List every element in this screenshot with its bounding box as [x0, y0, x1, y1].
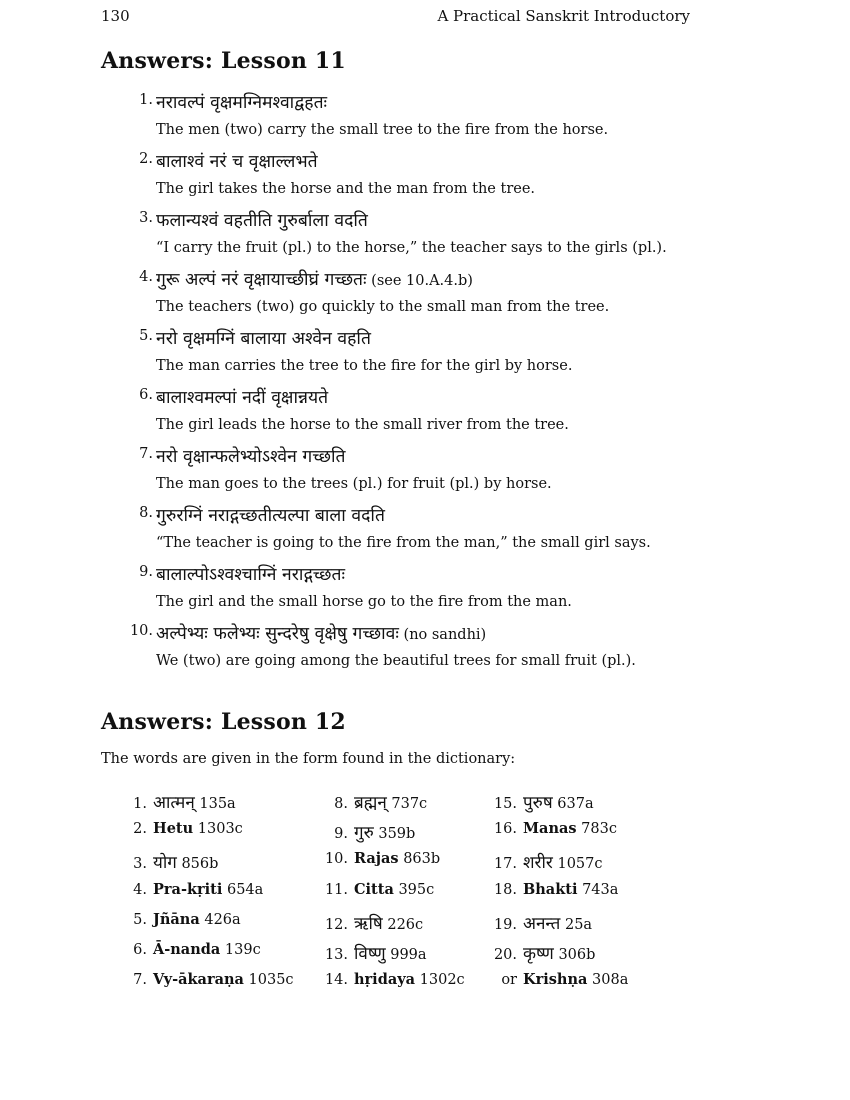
- word-number: 10.: [324, 851, 348, 868]
- word-entry: [101, 881, 294, 911]
- word-entry: [302, 850, 465, 880]
- dictionary-reference: 359b: [378, 826, 416, 843]
- word-term: Krishṇa: [523, 971, 588, 989]
- answer-number: 4.: [139, 269, 153, 285]
- dictionary-reference: 226c: [387, 916, 424, 933]
- sanskrit-sentence: [156, 149, 318, 173]
- answer-number: 10.: [129, 623, 153, 639]
- word-number: 20.: [493, 946, 517, 963]
- dictionary-reference: 654a: [226, 881, 264, 898]
- answer-item: [101, 503, 761, 562]
- answer-number: 1.: [139, 92, 153, 108]
- dictionary-reference: 637a: [557, 796, 594, 812]
- word-term: Rajas: [354, 850, 399, 868]
- dictionary-reference: 1303c: [197, 821, 243, 838]
- sanskrit-sentence: [156, 503, 385, 527]
- english-translation: “I carry the fruit (pl.) to the horse,” the teacher says to the girls (pl.).: [156, 240, 667, 256]
- answer-item: [101, 208, 761, 267]
- answer-number: 5.: [139, 328, 153, 344]
- answer-number: 2.: [139, 151, 153, 167]
- dictionary-reference: 25a: [564, 916, 593, 933]
- answer-item: [101, 444, 761, 503]
- word-entry: [101, 941, 294, 971]
- word-entry: [302, 790, 465, 820]
- sentence-note: (see 10.A.4.b): [366, 273, 473, 289]
- word-term: Vy-ākaraṇa: [153, 971, 244, 989]
- sanskrit-sentence: [156, 90, 327, 114]
- answer-item: [101, 267, 761, 326]
- word-term: आत्मन्: [153, 793, 195, 813]
- word-number: 17.: [493, 856, 517, 873]
- sanskrit-text: अल्पेभ्यः फलेभ्यः सुन्दरेषु वृक्षेषु गच्छावः: [156, 624, 399, 644]
- word-number: 13.: [324, 946, 348, 963]
- word-entry: [302, 971, 465, 1001]
- word-number: 16.: [493, 821, 517, 838]
- lesson-11-answer-list: [101, 90, 761, 680]
- dictionary-reference: 306b: [558, 946, 596, 963]
- lesson-11-heading: Answers: Lesson 11: [101, 48, 346, 74]
- running-title: A Practical Sanskrit Introductory: [437, 7, 690, 25]
- answer-number: 9.: [139, 564, 153, 580]
- word-number: 1.: [133, 796, 147, 812]
- word-entry: [101, 820, 294, 850]
- english-translation: The girl takes the horse and the man from the tree.: [156, 181, 536, 197]
- english-translation: The man goes to the trees (pl.) for fruit (pl.) by horse.: [156, 476, 552, 492]
- word-term: ऋषि: [354, 913, 383, 934]
- word-entry: [471, 911, 628, 941]
- sanskrit-sentence: [156, 385, 328, 409]
- sanskrit-sentence: [156, 444, 346, 468]
- word-term: अनन्त: [523, 913, 561, 934]
- word-entry: [302, 881, 465, 911]
- word-term: गुरु: [354, 823, 374, 844]
- english-translation: The girl leads the horse to the small river from the tree.: [156, 417, 569, 433]
- word-number: 11.: [324, 881, 348, 898]
- dictionary-reference: 737c: [391, 796, 428, 812]
- word-term: शरीर: [523, 853, 553, 874]
- word-term: Jñāna: [153, 910, 200, 928]
- answer-item: [101, 621, 761, 680]
- dictionary-reference: 1057c: [557, 856, 603, 873]
- answer-number: 8.: [139, 505, 153, 521]
- word-term: Citta: [354, 880, 394, 898]
- word-term: कृष्ण: [523, 943, 554, 964]
- answer-item: [101, 562, 761, 621]
- answer-item: [101, 385, 761, 444]
- english-translation: The girl and the small horse go to the fire from the man.: [156, 594, 572, 610]
- english-translation: “The teacher is going to the fire from the man,” the small girl says.: [156, 535, 651, 551]
- sanskrit-text: बालाश्वं नरं च वृक्षाल्लभते: [156, 152, 318, 172]
- sanskrit-text: गुरुरग्निं नराद्गच्छतीत्यल्पा बाला वदति: [156, 506, 385, 526]
- english-translation: We (two) are going among the beautiful trees for small fruit (pl.).: [156, 653, 636, 669]
- word-entry: [471, 971, 628, 1001]
- dictionary-reference: 426a: [204, 911, 241, 928]
- word-number: 12.: [324, 916, 348, 933]
- word-entry: [471, 790, 628, 820]
- english-translation: The teachers (two) go quickly to the small man from the tree.: [156, 299, 610, 315]
- sanskrit-text: नरो वृक्षमग्निं बालाया अश्वेन वहति: [156, 329, 371, 349]
- page-number: 130: [101, 7, 130, 25]
- word-term: Hetu: [153, 820, 194, 838]
- dictionary-reference: 139c: [224, 941, 261, 958]
- word-term: hṛidaya: [354, 971, 416, 989]
- word-number: 14.: [324, 972, 348, 989]
- answer-item: [101, 326, 761, 385]
- word-entry: [101, 911, 294, 941]
- word-number: 5.: [133, 911, 147, 928]
- sanskrit-sentence: [156, 326, 371, 350]
- word-entry: [101, 850, 294, 880]
- word-term: Manas: [523, 820, 577, 838]
- sanskrit-text: फलान्यश्वं वहतीति गुरुर्बाला वदति: [156, 211, 368, 231]
- sanskrit-sentence: [156, 208, 368, 232]
- word-number: 7.: [133, 972, 147, 989]
- word-entry: [302, 911, 465, 941]
- dictionary-reference: 999a: [390, 946, 427, 963]
- answer-number: 7.: [139, 446, 153, 462]
- sanskrit-sentence: [156, 267, 473, 291]
- word-entry: [302, 941, 465, 971]
- word-entry: [471, 850, 628, 880]
- sanskrit-text: बालाश्वमल्पां नदीं वृक्षान्नयते: [156, 388, 329, 408]
- dictionary-reference: 743a: [582, 881, 619, 898]
- dictionary-reference: 395c: [398, 881, 435, 898]
- answer-item: [101, 90, 761, 149]
- lesson-12-heading: Answers: Lesson 12: [101, 709, 346, 735]
- word-number: 19.: [493, 916, 517, 933]
- answer-item: [101, 149, 761, 208]
- dictionary-reference: 308a: [592, 972, 629, 989]
- dictionary-reference: 783c: [581, 821, 617, 838]
- word-column: [471, 790, 628, 1001]
- word-term: योग: [153, 853, 177, 874]
- sanskrit-text: गुरू अल्पं नरं वृक्षायाच्छीघ्रं गच्छतः: [156, 270, 367, 290]
- word-term: पुरुष: [523, 793, 553, 813]
- word-column: [101, 790, 294, 1001]
- word-entry: [101, 790, 294, 820]
- english-translation: The man carries the tree to the fire for the girl by horse.: [156, 358, 573, 374]
- lesson-12-intro: The words are given in the form found in the dictionary:: [101, 751, 516, 767]
- word-number: 2.: [133, 821, 147, 838]
- dictionary-reference: 1035c: [248, 972, 294, 989]
- sanskrit-sentence: [156, 621, 486, 645]
- word-entry: [302, 820, 465, 850]
- word-number: 3.: [133, 856, 147, 873]
- dictionary-reference: 135a: [199, 796, 236, 812]
- word-term: Bhakti: [523, 880, 578, 898]
- word-term: विष्णु: [354, 943, 386, 964]
- dictionary-reference: 856b: [181, 856, 219, 873]
- word-term: Pra-kṛiti: [153, 880, 223, 898]
- word-number: 6.: [133, 941, 147, 958]
- sanskrit-sentence: [156, 562, 345, 586]
- dictionary-reference: 863b: [403, 851, 441, 868]
- sanskrit-text: बालाल्पोऽश्वश्चाग्निं नराद्गच्छतः: [156, 565, 345, 585]
- word-number: 4.: [133, 881, 147, 898]
- word-number: 8.: [334, 796, 348, 812]
- sanskrit-text: नरावल्पं वृक्षमग्निमश्वाद्वहतः: [156, 93, 328, 113]
- word-entry: [471, 941, 628, 971]
- word-number: 18.: [493, 881, 517, 898]
- word-term: ब्रह्मन्: [354, 793, 387, 813]
- word-column: [302, 790, 465, 1001]
- word-number: 9.: [334, 826, 348, 843]
- word-entry: [471, 881, 628, 911]
- sanskrit-text: नरो वृक्षान्फलेभ्योऽश्वेन गच्छति: [156, 447, 346, 467]
- english-translation: The men (two) carry the small tree to the fire from the horse.: [156, 122, 609, 138]
- word-number: 15.: [493, 796, 517, 812]
- word-number: or: [501, 972, 517, 989]
- dictionary-reference: 1302c: [419, 972, 465, 989]
- word-entry: [471, 820, 628, 850]
- lesson-12-word-table: [101, 790, 721, 1000]
- word-entry: [101, 971, 294, 1001]
- word-term: Ā-nanda: [153, 940, 221, 958]
- sentence-note: (no sandhi): [398, 627, 487, 643]
- answer-number: 3.: [139, 210, 153, 226]
- answer-number: 6.: [139, 387, 153, 403]
